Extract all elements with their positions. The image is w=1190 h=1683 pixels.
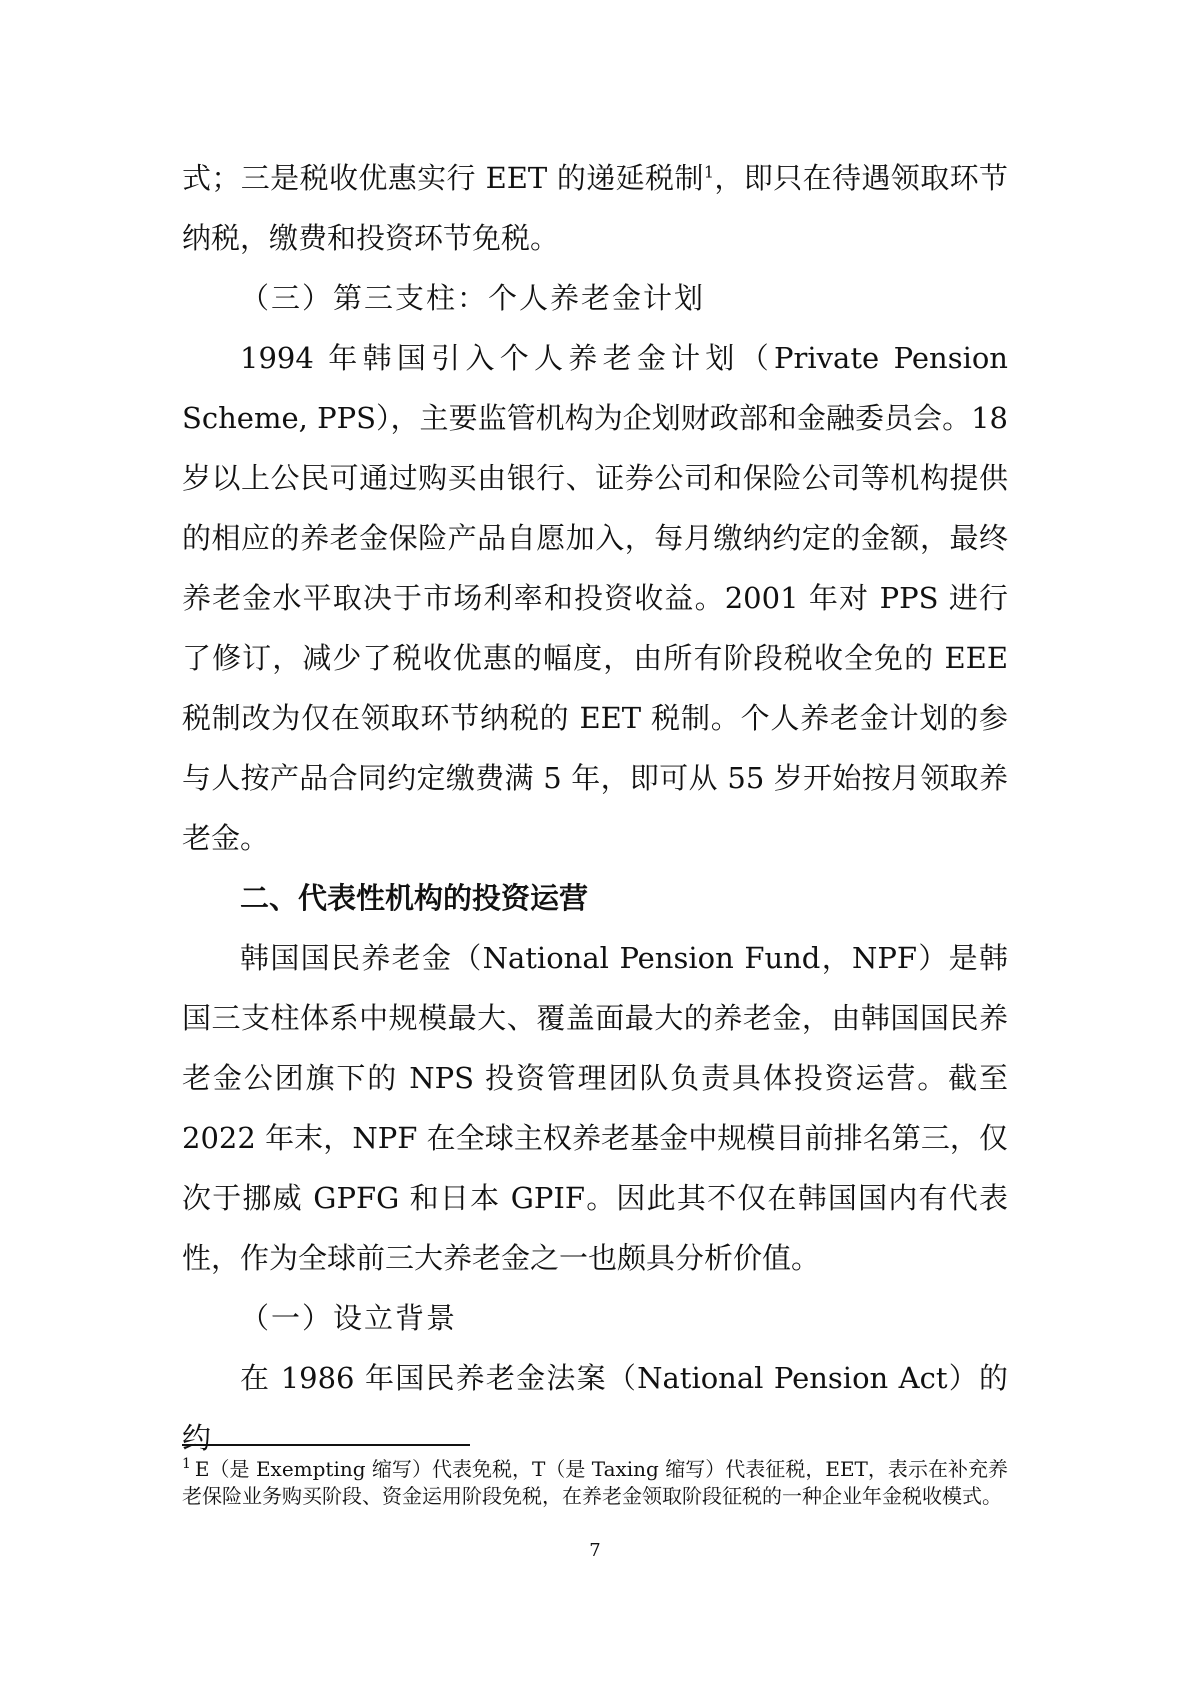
footnote-mark: 1 [182,1456,191,1473]
heading-third-pillar: （三）第三支柱：个人养老金计划 [240,281,706,315]
heading-background: （一）设立背景 [240,1301,458,1335]
paragraph-npa: 在 1986 年国民养老金法案（National Pension Act）的约 [182,1361,1008,1455]
paragraph-npf: 韩国国民养老金（National Pension Fund，NPF）是韩国三支柱体系中规模最大、覆盖面最大的养老金，由韩国国民养老金公团旗下的 NPS 投资管理团队负责具体投资运营。截至 2022 年末，NPF 在全球主权养老基金中规模目前排名第三，仅次于挪威 GPFG 和日本 GPIF。因此其不仅在韩国国内有代表性，作为全球前三大养老金之一也颇具分析价值。 [182,941,1008,1275]
page-number: 7 [589,1540,601,1561]
footnote-text: E（是 Exempting 缩写）代表免税，T（是 Taxing 缩写）代表征税，EET，表示在补充养老保险业务购买阶段、资金运用阶段免税，在养老金领取阶段征税的一种企业年金税收模式。 [182,1457,1008,1508]
heading-section-2: 二、代表性机构的投资运营 [240,881,589,915]
footnote-ref-1[interactable]: 1 [703,162,715,182]
footnote [182,1456,1008,1510]
body-text [182,148,1008,1468]
paragraph-pps: 1994 年韩国引入个人养老金计划（Private Pension Scheme, PPS），主要监管机构为企划财政部和金融委员会。18 岁以上公民可通过购买由银行、证券公司和保险公司等机构提供的相应的养老金保险产品自愿加入，每月缴纳约定的金额，最终养老金水平取决于市场利率和投资收益。2001 年对 PPS 进行了修订，减少了税收优惠的幅度，由所有阶段税收全免的 EEE 税制改为仅在领取环节纳税的 EET 税制。个人养老金计划的参与人按产品合同约定缴费满 5 年，即可从 55 岁开始按月领取养老金。 [182,341,1008,855]
paragraph-eet-continuation [182,148,1008,268]
paragraph-text: 式；三是税收优惠实行 EET 的递延税制 [182,161,704,195]
paragraph-text: ，即只在待遇领取环节纳税，缴费和投资环节免税。 [182,161,1008,255]
footnote-divider [182,1444,470,1446]
